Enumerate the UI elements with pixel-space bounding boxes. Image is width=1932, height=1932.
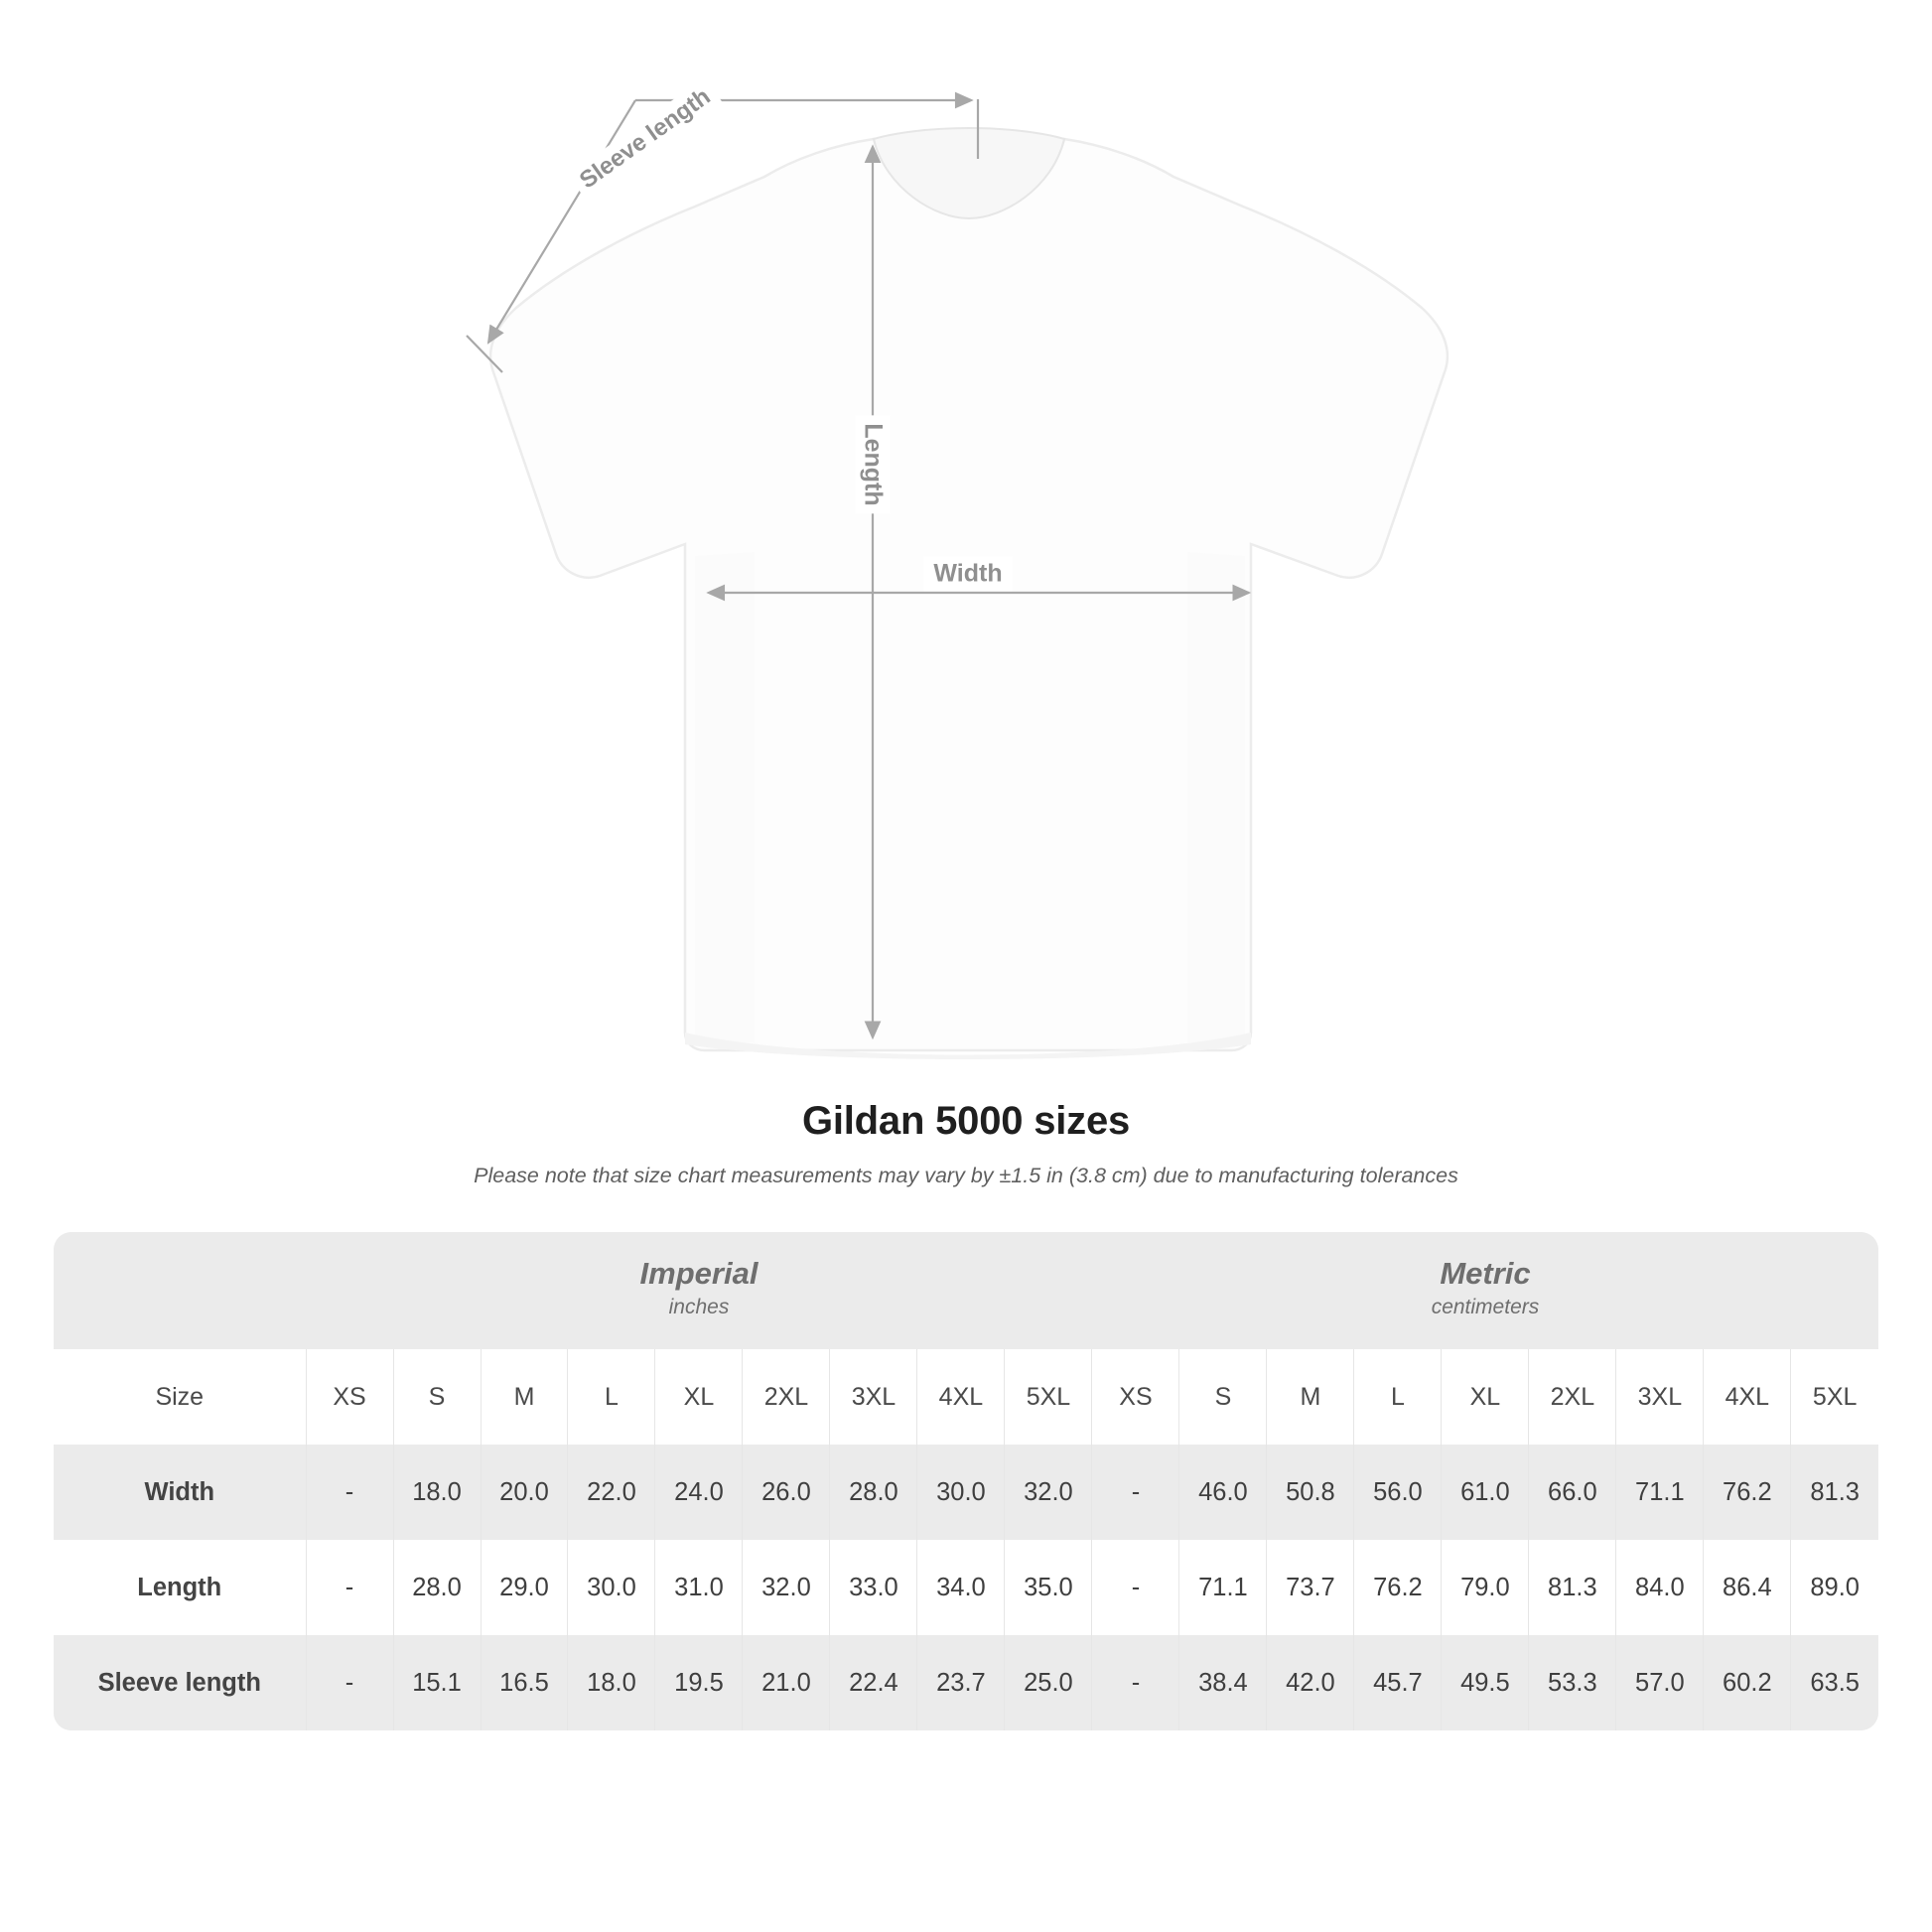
header-imperial-xl: XL bbox=[655, 1349, 743, 1445]
cell-length-imperial-l: 30.0 bbox=[568, 1540, 655, 1635]
header-imperial-xs: XS bbox=[306, 1349, 393, 1445]
sleeve-length-label: Sleeve length bbox=[568, 77, 723, 201]
header-metric-l: L bbox=[1354, 1349, 1442, 1445]
cell-width-imperial-5xl: 32.0 bbox=[1005, 1445, 1092, 1540]
header-imperial-5xl: 5XL bbox=[1005, 1349, 1092, 1445]
header-metric-xs: XS bbox=[1092, 1349, 1179, 1445]
cell-sleeve-metric-s: 38.4 bbox=[1179, 1635, 1267, 1730]
cell-length-imperial-4xl: 34.0 bbox=[917, 1540, 1005, 1635]
cell-sleeve-imperial-xl: 19.5 bbox=[655, 1635, 743, 1730]
cell-width-imperial-2xl: 26.0 bbox=[743, 1445, 830, 1540]
cell-sleeve-imperial-l: 18.0 bbox=[568, 1635, 655, 1730]
cell-length-imperial-xl: 31.0 bbox=[655, 1540, 743, 1635]
header-imperial-l: L bbox=[568, 1349, 655, 1445]
header-metric-m: M bbox=[1267, 1349, 1354, 1445]
header-size-label: Size bbox=[54, 1349, 306, 1445]
header-metric-4xl: 4XL bbox=[1704, 1349, 1791, 1445]
cell-width-metric-5xl: 81.3 bbox=[1791, 1445, 1878, 1540]
cell-length-metric-l: 76.2 bbox=[1354, 1540, 1442, 1635]
unit-system-spacer bbox=[54, 1232, 306, 1349]
cell-width-metric-s: 46.0 bbox=[1179, 1445, 1267, 1540]
cell-width-imperial-m: 20.0 bbox=[481, 1445, 568, 1540]
cell-sleeve-metric-3xl: 57.0 bbox=[1616, 1635, 1704, 1730]
header-imperial-s: S bbox=[393, 1349, 481, 1445]
cell-length-metric-3xl: 84.0 bbox=[1616, 1540, 1704, 1635]
cell-width-metric-xs: - bbox=[1092, 1445, 1179, 1540]
cell-width-imperial-xl: 24.0 bbox=[655, 1445, 743, 1540]
unit-system-row bbox=[54, 1232, 1878, 1349]
cell-sleeve-metric-xl: 49.5 bbox=[1442, 1635, 1529, 1730]
metric-name: Metric bbox=[1440, 1256, 1531, 1292]
cell-sleeve-metric-4xl: 60.2 bbox=[1704, 1635, 1791, 1730]
tolerance-note: Please note that size chart measurements may vary by ±1.5 in (3.8 cm) due to manufacturing tolerances bbox=[474, 1164, 1458, 1187]
cell-length-metric-s: 71.1 bbox=[1179, 1540, 1267, 1635]
cell-sleeve-imperial-s: 15.1 bbox=[393, 1635, 481, 1730]
header-metric-xl: XL bbox=[1442, 1349, 1529, 1445]
size-header-row bbox=[54, 1349, 1878, 1445]
cell-length-imperial-2xl: 32.0 bbox=[743, 1540, 830, 1635]
cell-width-imperial-xs: - bbox=[306, 1445, 393, 1540]
cell-sleeve-metric-m: 42.0 bbox=[1267, 1635, 1354, 1730]
size-table bbox=[54, 1232, 1878, 1730]
cell-width-metric-3xl: 71.1 bbox=[1616, 1445, 1704, 1540]
header-imperial-2xl: 2XL bbox=[743, 1349, 830, 1445]
header-metric-5xl: 5XL bbox=[1791, 1349, 1878, 1445]
table-row bbox=[54, 1445, 1878, 1540]
cell-width-imperial-3xl: 28.0 bbox=[830, 1445, 917, 1540]
cell-sleeve-metric-l: 45.7 bbox=[1354, 1635, 1442, 1730]
cell-length-metric-xl: 79.0 bbox=[1442, 1540, 1529, 1635]
row-label-sleeve-length: Sleeve length bbox=[54, 1635, 306, 1730]
cell-width-metric-xl: 61.0 bbox=[1442, 1445, 1529, 1540]
header-metric-3xl: 3XL bbox=[1616, 1349, 1704, 1445]
width-label: Width bbox=[923, 557, 1012, 592]
page-title: Gildan 5000 sizes bbox=[801, 1099, 1131, 1143]
imperial-unit: inches bbox=[668, 1296, 730, 1319]
metric-unit: centimeters bbox=[1431, 1296, 1540, 1319]
cell-length-imperial-5xl: 35.0 bbox=[1005, 1540, 1092, 1635]
cell-width-imperial-4xl: 30.0 bbox=[917, 1445, 1005, 1540]
length-label: Length bbox=[856, 415, 891, 513]
unit-system-imperial bbox=[306, 1232, 1092, 1349]
cell-width-metric-l: 56.0 bbox=[1354, 1445, 1442, 1540]
header-imperial-3xl: 3XL bbox=[830, 1349, 917, 1445]
header-imperial-m: M bbox=[481, 1349, 568, 1445]
cell-sleeve-imperial-3xl: 22.4 bbox=[830, 1635, 917, 1730]
header-metric-2xl: 2XL bbox=[1529, 1349, 1616, 1445]
cell-width-imperial-l: 22.0 bbox=[568, 1445, 655, 1540]
imperial-name: Imperial bbox=[639, 1256, 759, 1292]
table-row bbox=[54, 1540, 1878, 1635]
row-label-width: Width bbox=[54, 1445, 306, 1540]
cell-length-imperial-s: 28.0 bbox=[393, 1540, 481, 1635]
cell-length-imperial-3xl: 33.0 bbox=[830, 1540, 917, 1635]
cell-length-metric-m: 73.7 bbox=[1267, 1540, 1354, 1635]
cell-width-metric-2xl: 66.0 bbox=[1529, 1445, 1616, 1540]
header-imperial-4xl: 4XL bbox=[917, 1349, 1005, 1445]
size-table-wrapper bbox=[54, 1232, 1878, 1730]
cell-sleeve-imperial-4xl: 23.7 bbox=[917, 1635, 1005, 1730]
cell-length-metric-xs: - bbox=[1092, 1540, 1179, 1635]
cell-width-imperial-s: 18.0 bbox=[393, 1445, 481, 1540]
cell-sleeve-metric-xs: - bbox=[1092, 1635, 1179, 1730]
cell-sleeve-imperial-xs: - bbox=[306, 1635, 393, 1730]
table-row bbox=[54, 1635, 1878, 1730]
row-label-length: Length bbox=[54, 1540, 306, 1635]
cell-length-metric-4xl: 86.4 bbox=[1704, 1540, 1791, 1635]
cell-sleeve-imperial-2xl: 21.0 bbox=[743, 1635, 830, 1730]
cell-length-metric-5xl: 89.0 bbox=[1791, 1540, 1878, 1635]
cell-sleeve-imperial-5xl: 25.0 bbox=[1005, 1635, 1092, 1730]
unit-system-metric bbox=[1092, 1232, 1878, 1349]
cell-sleeve-metric-5xl: 63.5 bbox=[1791, 1635, 1878, 1730]
cell-length-imperial-xs: - bbox=[306, 1540, 393, 1635]
cell-length-imperial-m: 29.0 bbox=[481, 1540, 568, 1635]
cell-length-metric-2xl: 81.3 bbox=[1529, 1540, 1616, 1635]
cell-width-metric-4xl: 76.2 bbox=[1704, 1445, 1791, 1540]
header-metric-s: S bbox=[1179, 1349, 1267, 1445]
cell-width-metric-m: 50.8 bbox=[1267, 1445, 1354, 1540]
cell-sleeve-imperial-m: 16.5 bbox=[481, 1635, 568, 1730]
cell-sleeve-metric-2xl: 53.3 bbox=[1529, 1635, 1616, 1730]
